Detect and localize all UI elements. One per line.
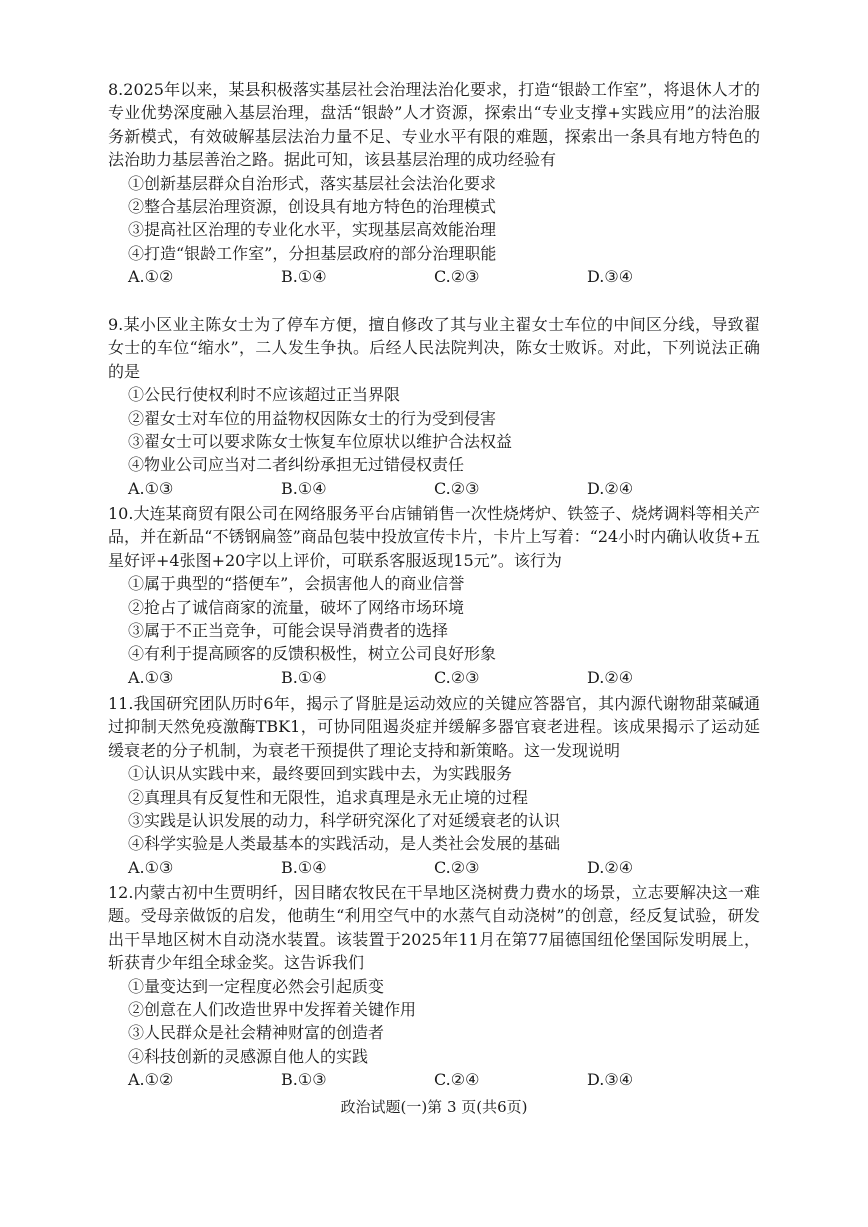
statement-item: ④科技创新的灵感源自他人的实践 xyxy=(128,1046,369,1066)
statement-item: ②翟女士对车位的用益物权因陈女士的行为受到侵害 xyxy=(128,408,497,428)
statement-list xyxy=(108,762,760,856)
question-text: 2025年以来，某县积极落实基层社会治理法治化要求，打造“银龄工作室”，将退休人才的专业优势深度融入基层治理，盘活“银龄”人才资源，探索出“专业支撑+实践应用”的法治服务新模式，有效破解基层法治力量不足、专业水平有限的难题，探索出一条具有地方特色的法治助力基层善治之路。据此可知，该县基层治理的成功经验有 xyxy=(108,80,760,170)
statement-item: ②真理具有反复性和无限性，追求真理是永无止境的过程 xyxy=(128,787,529,807)
statement-item: ③属于不正当竞争，可能会误导消费者的选择 xyxy=(128,621,449,641)
option-b: B.①④ xyxy=(281,667,327,687)
option-c: C.②③ xyxy=(434,267,480,287)
statement-item: ①公民行使权利时不应该超过正当界限 xyxy=(128,385,401,405)
statement-item: ④有利于提高顾客的反馈积极性，树立公司良好形象 xyxy=(128,644,497,664)
question-stem xyxy=(108,313,760,383)
option-d: D.②④ xyxy=(587,667,634,687)
option-a: A.①② xyxy=(128,267,174,287)
question-stem xyxy=(108,692,760,762)
statement-list xyxy=(108,572,760,666)
question-9 xyxy=(108,313,760,500)
question-10 xyxy=(108,502,760,689)
answer-options xyxy=(108,1068,760,1091)
option-a: A.①② xyxy=(128,1070,174,1090)
option-b: B.①③ xyxy=(281,1070,327,1090)
option-a: A.①③ xyxy=(128,478,174,498)
option-b: B.①④ xyxy=(281,267,327,287)
question-number: 11. xyxy=(108,694,134,713)
statement-item: ③翟女士可以要求陈女士恢复车位原状以维护合法权益 xyxy=(128,432,513,452)
question-8 xyxy=(108,78,760,289)
option-c: C.②③ xyxy=(434,478,480,498)
statement-item: ①认识从实践中来，最终要回到实践中去，为实践服务 xyxy=(128,764,513,784)
statement-item: ①属于典型的“搭便车”，会损害他人的商业信誉 xyxy=(128,574,465,594)
statement-item: ③提高社区治理的专业化水平，实现基层高效能治理 xyxy=(128,220,497,240)
statement-list xyxy=(108,172,760,266)
question-text: 大连某商贸有限公司在网络服务平台店铺销售一次性烧烤炉、铁签子、烧烤调料等相关产品，并在新品“不锈钢扁签”商品包装中投放宣传卡片，卡片上写着：“24小时内确认收货+五星好评+4张图+20字以上评价，可联系客服返现15元”。该行为 xyxy=(108,504,760,570)
statement-item: ③人民群众是社会精神财富的创造者 xyxy=(128,1023,385,1043)
question-number: 10. xyxy=(108,504,134,523)
statement-list xyxy=(108,975,760,1069)
answer-options xyxy=(108,856,760,879)
option-a: A.①③ xyxy=(128,857,174,877)
question-stem xyxy=(108,502,760,572)
statement-item: ④科学实验是人类最基本的实践活动，是人类社会发展的基础 xyxy=(128,834,561,854)
question-stem xyxy=(108,78,760,172)
page-footer: 政治试题(一)第 3 页(共6页) xyxy=(340,1098,528,1116)
statement-item: ②抢占了诚信商家的流量，破坏了网络市场环境 xyxy=(128,597,465,617)
option-c: C.②③ xyxy=(434,667,480,687)
option-d: D.③④ xyxy=(587,267,634,287)
statement-item: ③实践是认识发展的动力，科学研究深化了对延缓衰老的认识 xyxy=(128,811,561,831)
question-11 xyxy=(108,692,760,879)
statement-item: ④物业公司应当对二者纠纷承担无过错侵权责任 xyxy=(128,455,465,475)
statement-item: ①创新基层群众自治形式，落实基层社会法治化要求 xyxy=(128,173,497,193)
statement-list xyxy=(108,383,760,477)
answer-options xyxy=(108,666,760,689)
statement-item: ④打造“银龄工作室”，分担基层政府的部分治理职能 xyxy=(128,243,497,263)
question-text: 我国研究团队历时6年，揭示了肾脏是运动效应的关键应答器官，其内源代谢物甜菜碱通过抑制天然免疫激酶TBK1，可协同阻遏炎症并缓解多器官衰老进程。该成果揭示了运动延缓衰老的分子机制，为衰老干预提供了理论支持和新策略。这一发现说明 xyxy=(108,694,760,760)
option-d: D.②④ xyxy=(587,478,634,498)
question-text: 某小区业主陈女士为了停车方便，擅自修改了其与业主翟女士车位的中间区分线，导致翟女士的车位“缩水”，二人发生争执。后经人民法院判决，陈女士败诉。对此，下列说法正确的是 xyxy=(108,315,760,381)
question-number: 9. xyxy=(108,315,124,334)
option-b: B.①④ xyxy=(281,478,327,498)
option-d: D.②④ xyxy=(587,857,634,877)
option-d: D.③④ xyxy=(587,1070,634,1090)
statement-item: ①量变达到一定程度必然会引起质变 xyxy=(128,976,385,996)
statement-item: ②整合基层治理资源，创设具有地方特色的治理模式 xyxy=(128,197,497,217)
option-b: B.①④ xyxy=(281,857,327,877)
question-number: 12. xyxy=(108,883,134,902)
answer-options xyxy=(108,477,760,500)
option-c: C.②④ xyxy=(434,1070,480,1090)
answer-options xyxy=(108,265,760,288)
option-c: C.②③ xyxy=(434,857,480,877)
question-stem xyxy=(108,881,760,975)
question-text: 内蒙古初中生贾明纤，因目睹农牧民在干旱地区浇树费力费水的场景，立志要解决这一难题。受母亲做饭的启发，他萌生“利用空气中的水蒸气自动浇树”的创意，经反复试验，研发出干旱地区树木自动浇水装置。该装置于2025年11月在第77届德国纽伦堡国际发明展上，斩获青少年组全球金奖。这告诉我们 xyxy=(108,883,760,973)
question-number: 8. xyxy=(108,80,124,99)
question-12 xyxy=(108,881,760,1092)
option-a: A.①③ xyxy=(128,667,174,687)
statement-item: ②创意在人们改造世界中发挥着关键作用 xyxy=(128,1000,417,1020)
